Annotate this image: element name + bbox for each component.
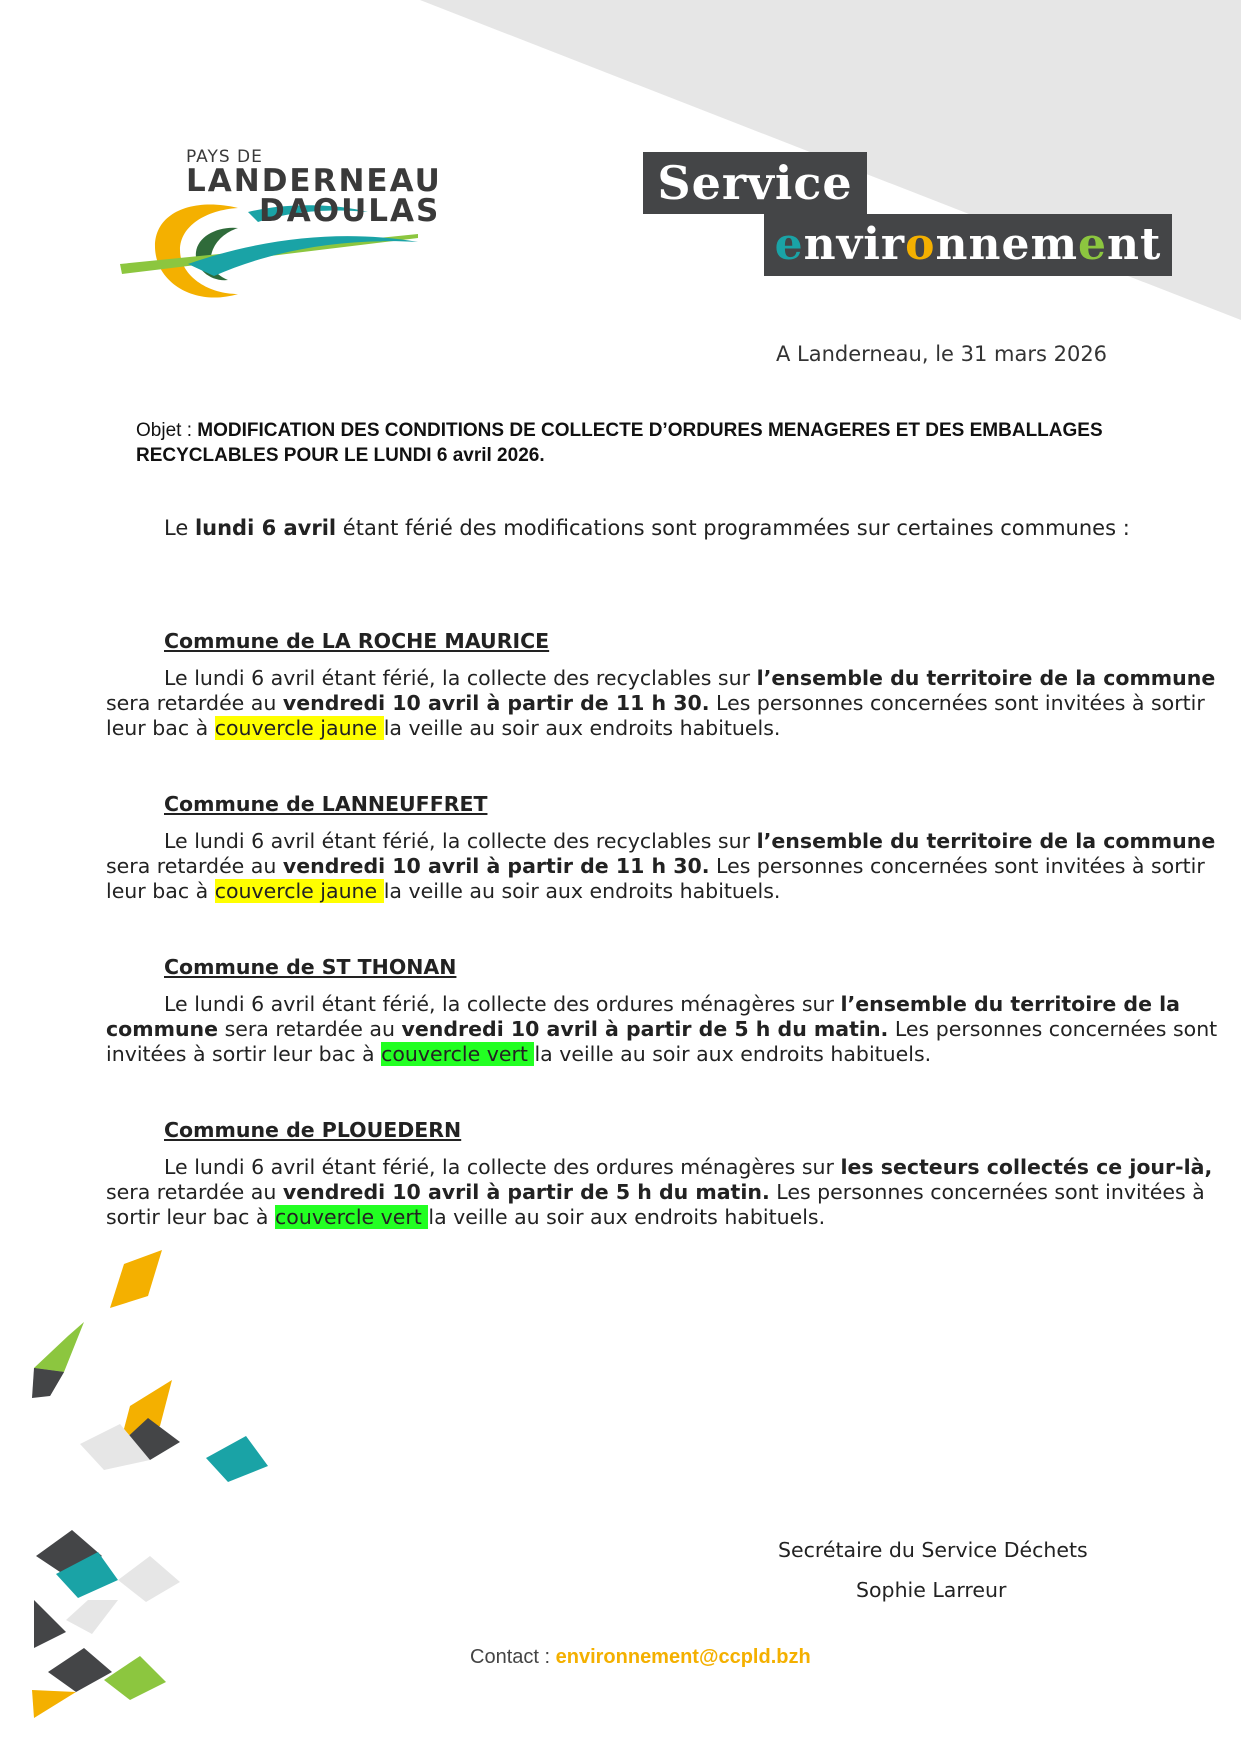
contact-label: Contact : xyxy=(470,1646,556,1668)
subject-text: MODIFICATION DES CONDITIONS DE COLLECTE D’ORDURES MENAGERES ET DES EMBALLAGES RECYCLABLES POUR LE LUNDI 6 avril 2026. xyxy=(136,420,1103,466)
commune-title: Commune de PLOUEDERN xyxy=(164,1118,462,1142)
subject-label: Objet : xyxy=(136,420,192,441)
commune-paragraph: Le lundi 6 avril étant férié, la collecte des ordures ménagères sur les secteurs collectés ce jour-là, sera retardée au vendredi 10 avril à partir de 5 h du matin. Les personnes concernées sont invitées à sortir leur bac à couvercle vert la veille au soir aux endroits habituels. xyxy=(106,1155,1213,1229)
contact-line xyxy=(470,1646,811,1669)
service-banner-line-1: Service xyxy=(643,152,867,214)
commune-title: Commune de LA ROCHE MAURICE xyxy=(164,629,550,653)
commune-paragraph: Le lundi 6 avril étant férié, la collecte des recyclables sur l’ensemble du territoire de la commune sera retardée au vendredi 10 avril à partir de 11 h 30. Les personnes concernées sont invitées à sortir leur bac à couvercle jaune la veille au soir aux endroits habituels. xyxy=(106,666,1216,740)
commune-section-lanneuffret xyxy=(106,792,1236,904)
commune-section-la-roche-maurice xyxy=(106,629,1236,741)
commune-paragraph: Le lundi 6 avril étant férié, la collecte des ordures ménagères sur l’ensemble du territoire de la commune sera retardée au vendredi 10 avril à partir de 5 h du matin. Les personnes concernées sont invitées à sortir leur bac à couvercle vert la veille au soir aux endroits habituels. xyxy=(106,992,1218,1066)
commune-paragraph: Le lundi 6 avril étant férié, la collecte des recyclables sur l’ensemble du territoire de la commune sera retardée au vendredi 10 avril à partir de 11 h 30. Les personnes concernées sont invitées à sortir leur bac à couvercle jaune la veille au soir aux endroits habituels. xyxy=(106,829,1216,903)
signature-name: Sophie Larreur xyxy=(856,1578,1007,1602)
lid-color-highlight: couvercle vert xyxy=(275,1205,429,1229)
commune-title: Commune de ST THONAN xyxy=(164,955,457,979)
intro-paragraph: Le lundi 6 avril étant férié des modifications sont programmées sur certaines communes : xyxy=(164,516,1130,540)
commune-section-plouedern xyxy=(106,1118,1236,1230)
contact-email[interactable]: environnement@ccpld.bzh xyxy=(555,1646,811,1668)
service-banner-line-2: environnement xyxy=(764,214,1172,276)
signature-role: Secrétaire du Service Déchets xyxy=(778,1538,1088,1562)
logo-text-daoulas: DAOULAS xyxy=(259,193,441,229)
logo-text-pays-de: PAYS DE xyxy=(186,147,263,167)
lid-color-highlight: couvercle jaune xyxy=(214,716,384,740)
letter-date: A Landerneau, le 31 mars 2026 xyxy=(776,342,1108,366)
diamond-pattern-decoration xyxy=(0,1240,290,1720)
commune-section-st-thonan xyxy=(106,955,1236,1067)
lid-color-highlight: couvercle vert xyxy=(381,1042,535,1066)
commune-title: Commune de LANNEUFFRET xyxy=(164,792,488,816)
logo-text-landerneau: LANDERNEAU xyxy=(186,163,442,199)
lid-color-highlight: couvercle jaune xyxy=(214,879,384,903)
letter-subject xyxy=(136,418,1216,468)
